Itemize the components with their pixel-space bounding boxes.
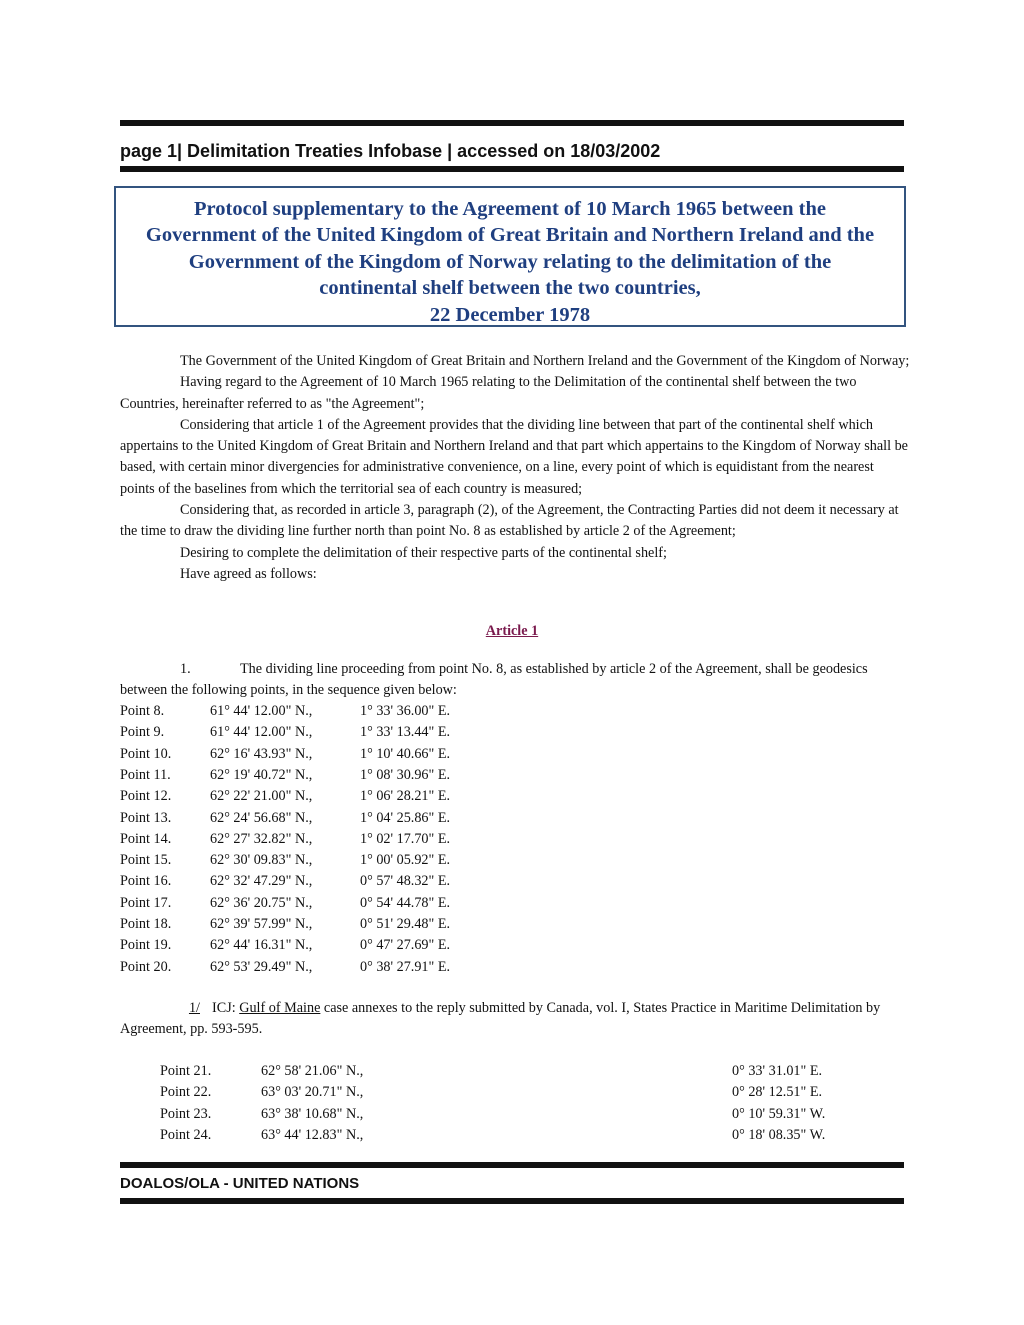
footnote-case-name: Gulf of Maine [239, 1000, 321, 1016]
title-date: 22 December 1978 [429, 303, 591, 326]
point-lon: 0° 47' 27.69" E. [360, 937, 451, 954]
page-footer: DOALOS/OLA - UNITED NATIONS [120, 1175, 360, 1192]
point-label: Point 16. [120, 873, 172, 890]
point-label: Point 15. [120, 852, 172, 869]
preamble-paragraph: Considering that article 1 of the Agreement provides that the dividing line between that part of the continental shelf which appertains to the United Kingdom of Great Britain and Northern Ireland and that part which appertains to the Kingdom of Norway shall be based, with certain minor divergencies for administrative convenience, on a line, every point of which is equidistant from the nearest points of the baselines from which the territorial sea of each country is measured; [120, 416, 908, 497]
title-line: Government of the United Kingdom of Great Britain and Northern Ireland and the [145, 224, 875, 247]
point-lat: 62° 58' 21.06" N., [261, 1063, 364, 1079]
point-lon: 1° 04' 25.86" E. [360, 809, 451, 826]
point-lat: 62° 27' 32.82" N., [210, 830, 313, 847]
point-label: Point 13. [120, 809, 172, 826]
point-label: Point 10. [120, 745, 172, 762]
point-lat: 61° 44' 12.00" N., [210, 724, 313, 741]
point-label: Point 19. [120, 937, 172, 954]
point-label: Point 20. [120, 958, 172, 975]
point-lon: 0° 18' 08.35" W. [732, 1126, 826, 1143]
point-lon: 1° 00' 05.92" E. [360, 852, 451, 869]
footnote [120, 998, 910, 1041]
point-lat: 62° 44' 16.31" N., [210, 937, 313, 954]
point-lon: 0° 28' 12.51" E. [732, 1084, 823, 1101]
article-1-text [120, 659, 910, 702]
article-heading: Article 1 [485, 623, 539, 639]
point-lat: 62° 30' 09.83" N., [210, 852, 313, 869]
point-label: Point 18. [120, 916, 172, 932]
footnote-marker [120, 998, 200, 1019]
paragraph-text: The dividing line proceeding from point No. 8, as established by article 2 of the Agreement, shall be geodesics between the following points, in the sequence given below: [120, 661, 868, 699]
point-label: Point 9. [120, 724, 165, 741]
point-lat: 61° 44' 12.00" N., [210, 703, 313, 719]
point-lon: 1° 33' 13.44" E. [360, 724, 451, 741]
point-label: Point 24. [160, 1126, 212, 1143]
point-lat: 62° 19' 40.72" N., [210, 766, 313, 783]
page-header: page 1| Delimitation Treaties Infobase | accessed on 18/03/2002 [120, 141, 661, 161]
footnote-number: 1/ [188, 1000, 200, 1016]
point-lat: 62° 24' 56.68" N., [210, 809, 313, 826]
point-lon: 0° 33' 31.01" E. [732, 1063, 823, 1079]
preamble-paragraph: Desiring to complete the delimitation of their respective parts of the continental shelf; [180, 544, 667, 561]
footer-rule-top [120, 1162, 904, 1168]
article-paragraph [120, 659, 910, 702]
title-line: Protocol supplementary to the Agreement of 10 March 1965 between the [194, 198, 826, 220]
point-lon: 0° 54' 44.78" E. [360, 894, 451, 911]
point-lon: 0° 51' 29.48" E. [360, 916, 451, 932]
point-lat: 62° 32' 47.29" N., [210, 873, 313, 890]
document-title-box [114, 186, 906, 327]
point-lat: 62° 53' 29.49" N., [210, 958, 313, 975]
point-lon: 1° 06' 28.21" E. [360, 788, 451, 805]
footer-rule-bottom [120, 1198, 904, 1204]
point-lon: 1° 10' 40.66" E. [360, 745, 451, 762]
point-lat: 62° 39' 57.99" N., [210, 916, 313, 932]
header-rule-top [120, 120, 904, 126]
point-label: Point 17. [120, 894, 172, 911]
preamble-paragraph: Have agreed as follows: [180, 565, 317, 582]
point-lat: 62° 16' 43.93" N., [210, 745, 313, 762]
footnote-text: case annexes to the reply submitted by Canada, vol. I, States Practice in Maritime Delimitation by Agreement, pp. 593-595. [120, 1000, 881, 1038]
point-label: Point 23. [160, 1105, 212, 1122]
footnote-paragraph [120, 998, 910, 1041]
footnote-prefix: ICJ: [212, 1000, 240, 1016]
point-label: Point 11. [120, 766, 171, 783]
point-lat: 63° 38' 10.68" N., [261, 1105, 364, 1122]
point-lon: 1° 33' 36.00" E. [360, 703, 451, 719]
point-lat: 62° 36' 20.75" N., [210, 894, 313, 911]
point-lon: 0° 10' 59.31" W. [732, 1105, 826, 1122]
point-lon: 0° 38' 27.91" E. [360, 958, 451, 975]
point-lon: 0° 57' 48.32" E. [360, 873, 451, 890]
header-rule-bottom [120, 166, 904, 172]
point-lon: 1° 02' 17.70" E. [360, 830, 451, 847]
title-line: continental shelf between the two countries, [319, 277, 701, 300]
point-lat: 62° 22' 21.00" N., [210, 788, 313, 805]
point-lon: 1° 08' 30.96" E. [360, 766, 451, 783]
preamble [120, 351, 910, 585]
preamble-paragraph: The Government of the United Kingdom of Great Britain and Northern Ireland and the Government of the Kingdom of Norway; [180, 353, 910, 369]
point-label: Point 12. [120, 788, 172, 805]
preamble-paragraph: Considering that, as recorded in article 3, paragraph (2), of the Agreement, the Contracting Parties did not deem it necessary at the time to draw the dividing line further north than point No. 8 as established by article 2 of the Agreement; [120, 502, 899, 540]
point-lat: 63° 44' 12.83" N., [261, 1126, 364, 1143]
point-label: Point 14. [120, 830, 172, 847]
point-label: Point 8. [120, 703, 165, 719]
paragraph-number: 1. [180, 661, 191, 677]
point-label: Point 22. [160, 1084, 212, 1101]
preamble-paragraph: Having regard to the Agreement of 10 March 1965 relating to the Delimitation of the continental shelf between the two Countries, hereinafter referred to as "the Agreement"; [120, 374, 857, 412]
title-line: Government of the Kingdom of Norway relating to the delimitation of the [188, 250, 832, 273]
point-label: Point 21. [160, 1063, 212, 1079]
point-lat: 63° 03' 20.71" N., [261, 1084, 364, 1101]
